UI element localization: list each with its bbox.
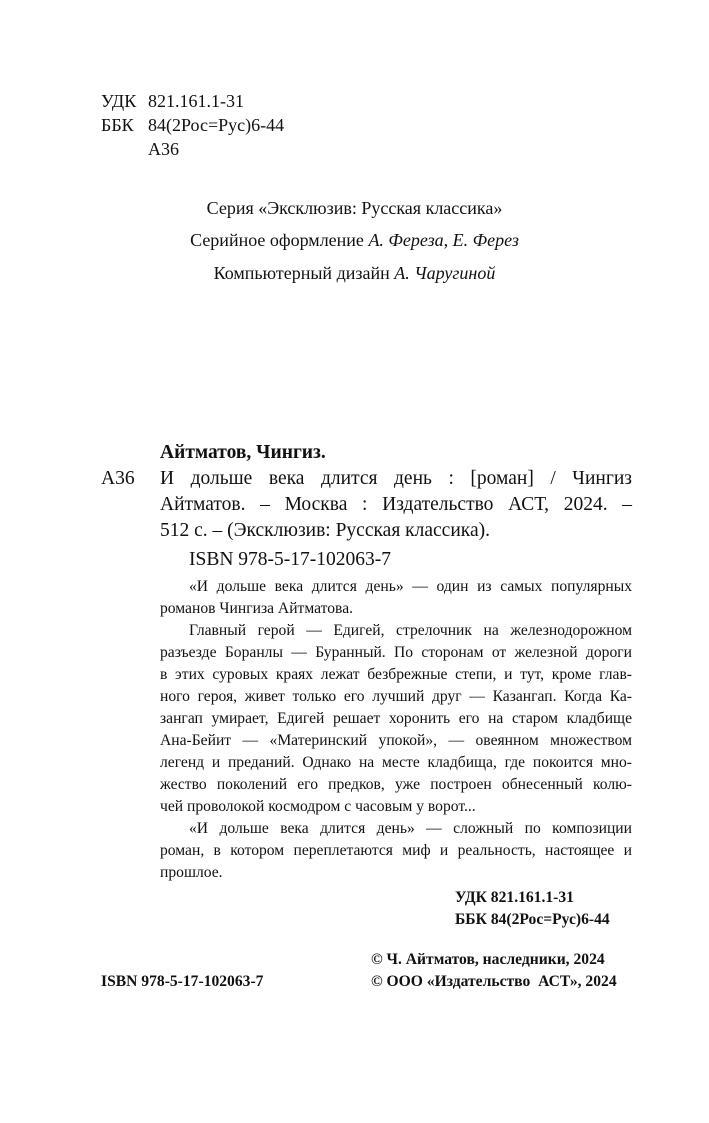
annotation-p2-line-4: ного героя, живет только его лучший друг — Казангап. Когда Ка- [160, 688, 632, 705]
udk-value: 821.161.1-31 [148, 91, 244, 111]
computer-designer-name: А. Чаругиной [394, 263, 496, 283]
annotation-p1-line-2: романов Чингиза Айтматова. [160, 600, 354, 617]
record-title-line-3: 512 с. – (Эксклюзив: Русская классика). [160, 520, 490, 541]
record-author: Айтматов, Чингиз. [160, 442, 326, 463]
record-title-line-2: Айтматов. – Москва : Издательство АСТ, 2024. – [160, 494, 632, 515]
copyright-publisher: © ООО «Издательство АСТ», 2024 [371, 973, 617, 990]
footer-isbn: ISBN 978-5-17-102063-7 [101, 973, 264, 990]
annotation-p3-line-1: «И дольше века длится день» — сложный по композиции [189, 820, 632, 837]
annotation-p3-line-3: прошлое. [160, 864, 223, 881]
annotation-p2-line-2: разъезде Боранлы — Буранный. По сторонам от железной дороги [160, 644, 632, 661]
designer-name-2: Е. Ферез [452, 230, 519, 250]
bbk-label: ББК [101, 115, 134, 135]
annotation-p2-line-8: жество поколений его предков, уже построен обнесенный колю- [160, 776, 632, 793]
footer-udk: УДК 821.161.1-31 [455, 889, 574, 906]
annotation-p2-line-3: в этих суровых краях лежат безбрежные степи, и тут, кроме глав- [160, 666, 632, 683]
designer-separator: , [443, 230, 453, 250]
bbk-value: 84(2Рос=Рус)6-44 [148, 115, 285, 135]
udk-label: УДК [101, 91, 137, 111]
record-sign: А36 [101, 468, 135, 489]
series-line: Серия «Эксклюзив: Русская классика» [206, 198, 503, 218]
annotation-p1-line-1: «И дольше века длится день» — один из самых популярных [189, 578, 632, 595]
series-design-prefix: Серийное оформление [190, 230, 369, 250]
record-title-line-1: И дольше века длится день : [роман] / Чингиз [160, 468, 632, 489]
footer-bbk: ББК 84(2Рос=Рус)6-44 [455, 911, 610, 928]
series-design-line [0, 230, 709, 251]
annotation-p2-line-9: чей проволокой космодром с часовым у ворот... [160, 798, 476, 815]
annotation-p2-line-1: Главный герой — Едигей, стрелочник на железнодорожном [189, 622, 632, 639]
author-sign: А36 [148, 139, 179, 159]
annotation-p2-line-7: легенд и преданий. Однако на месте кладбища, где покоится мно- [160, 754, 632, 771]
copyright-author: © Ч. Айтматов, наследники, 2024 [371, 951, 605, 968]
annotation-p2-line-5: зангап умирает, Едигей решает хоронить его на старом кладбище [160, 710, 632, 727]
record-isbn: ISBN 978-5-17-102063-7 [189, 549, 392, 570]
designer-name-1: А. Фереза [368, 230, 444, 250]
computer-design-prefix: Компьютерный дизайн [213, 263, 395, 283]
computer-design-line [0, 263, 709, 284]
annotation-p3-line-2: роман, в котором переплетаются миф и реальность, настоящее и [160, 842, 632, 859]
annotation-p2-line-6: Ана-Бейит — «Материнский упокой», — овеянном множеством [160, 732, 632, 749]
